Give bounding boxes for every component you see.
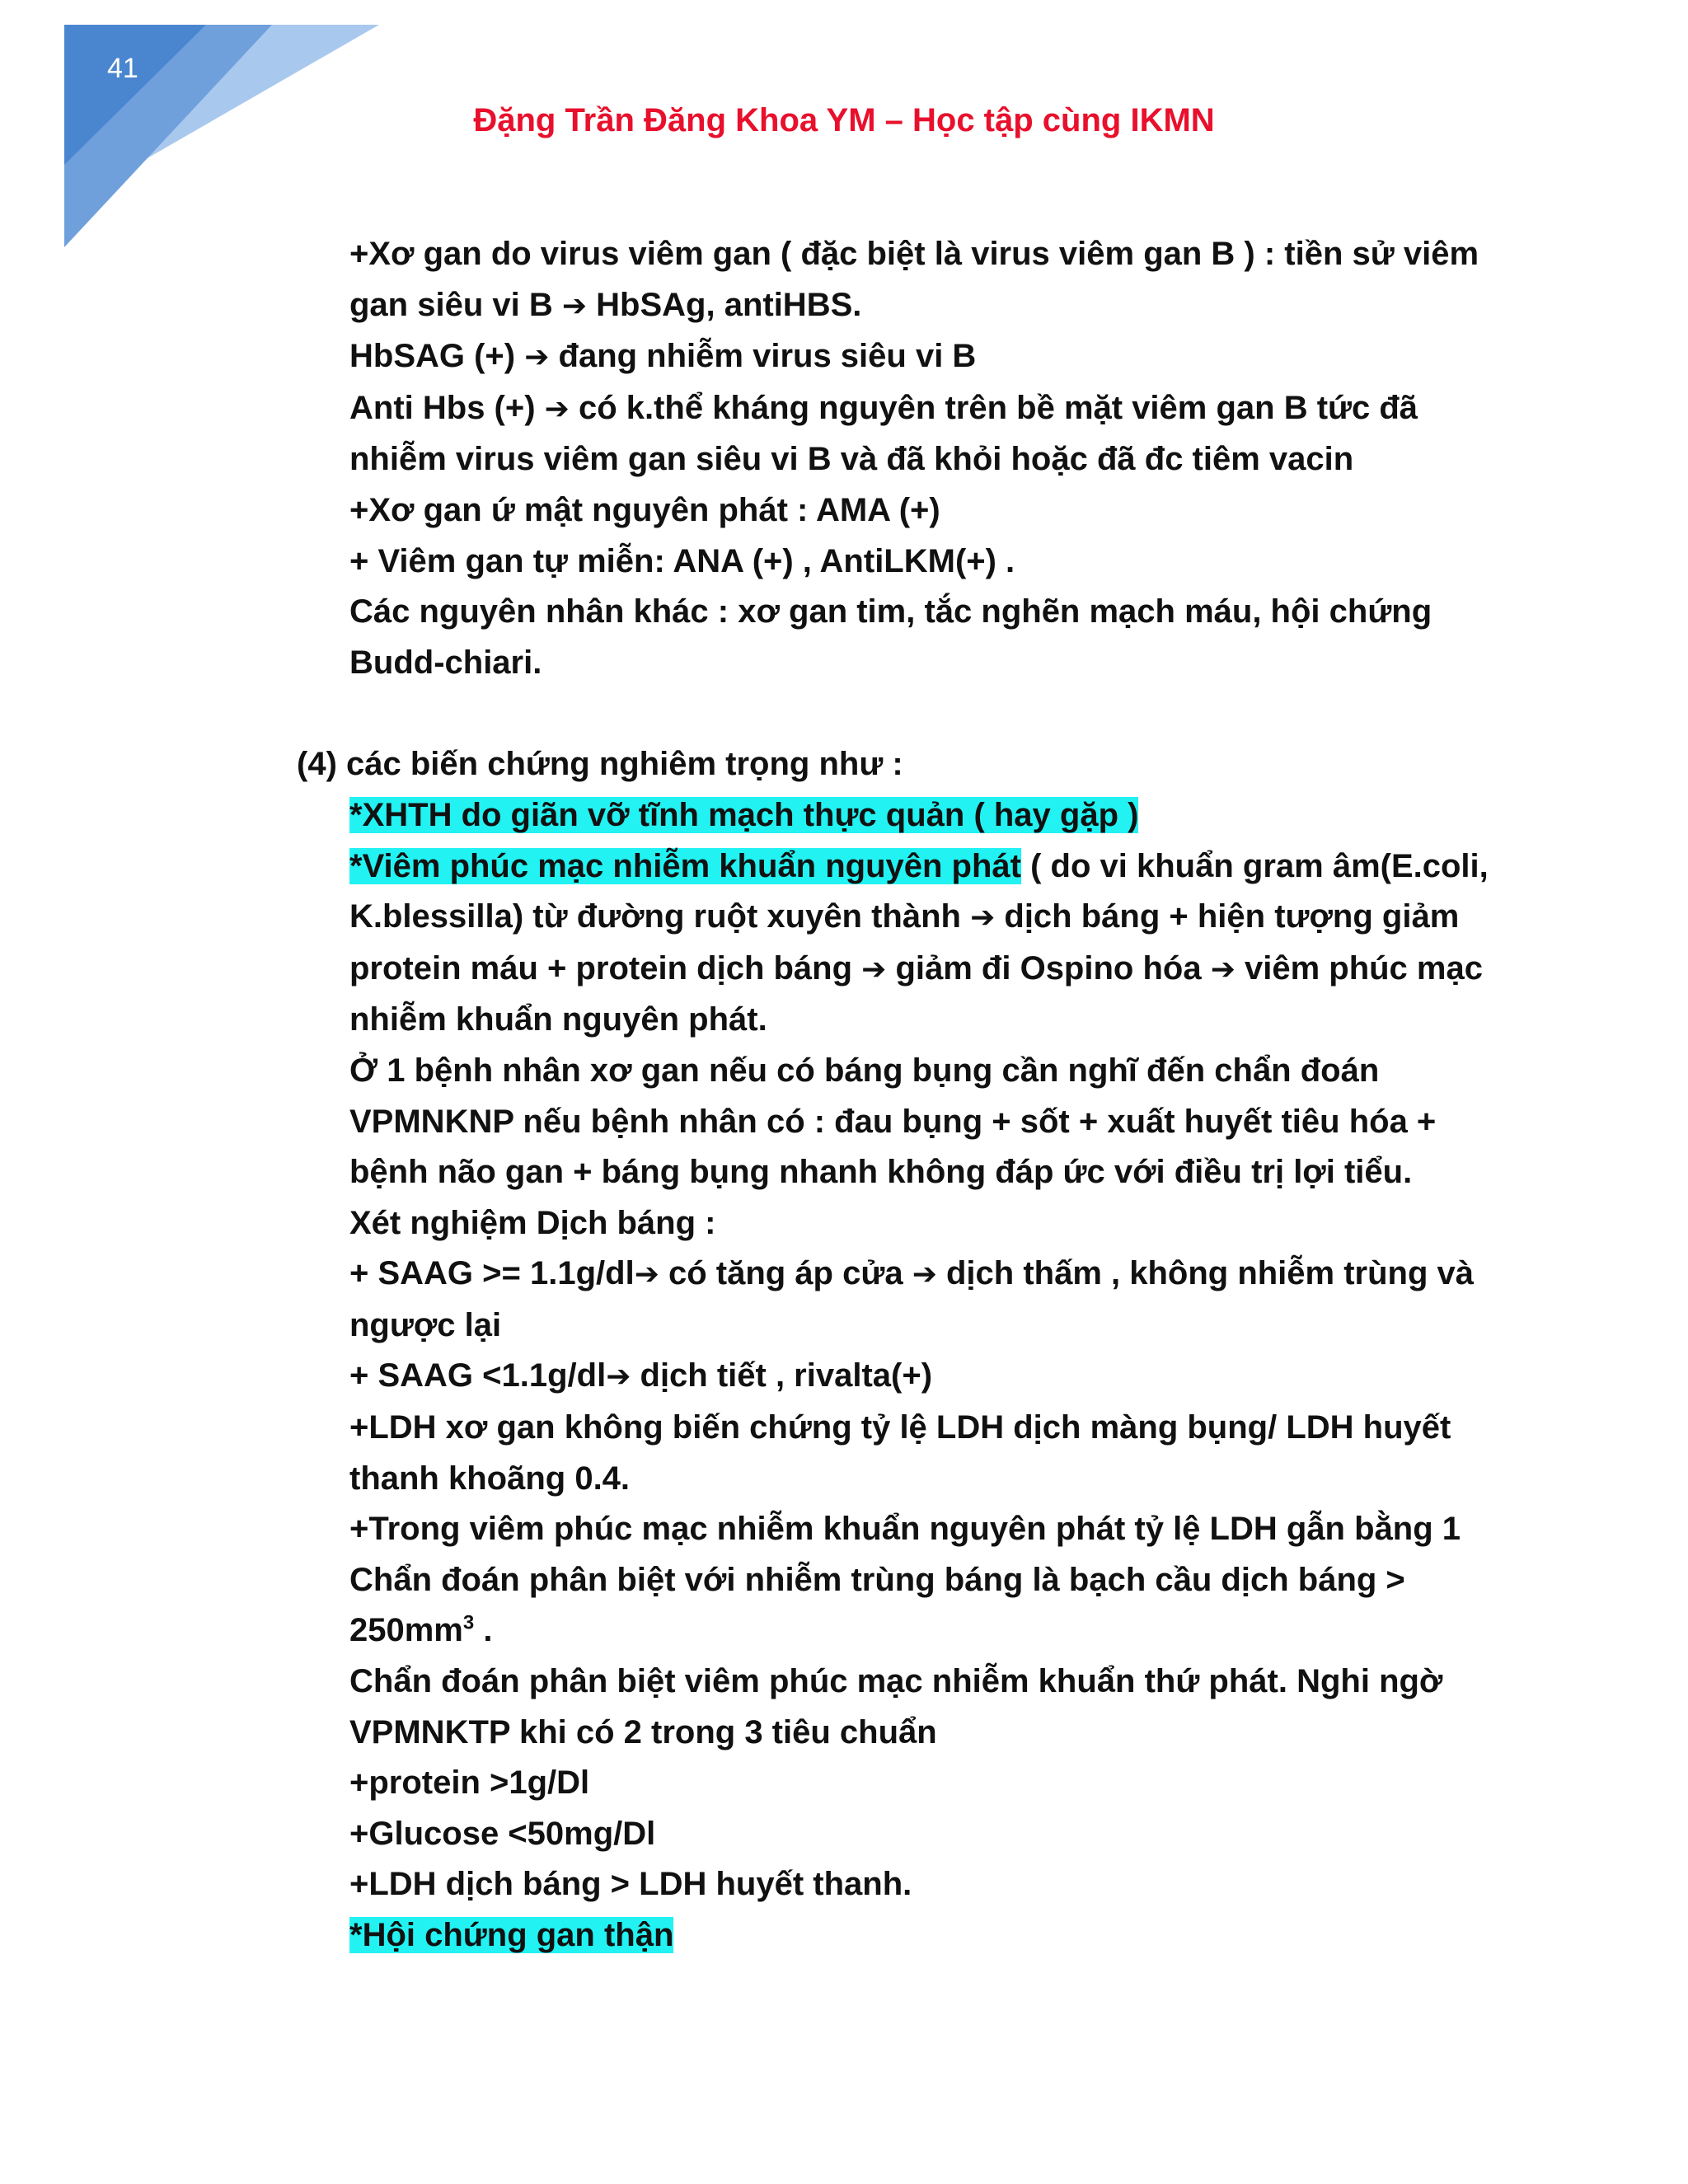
arrow-right-icon: ➔ xyxy=(861,952,887,987)
highlight-sbp: *Viêm phúc mạc nhiễm khuẩn nguyên phát xyxy=(349,847,1021,884)
highlight-varices: *XHTH do giãn vỡ tĩnh mạch thực quản ( hay gặp ) xyxy=(349,796,1139,833)
paragraph-autoimmune: + Viêm gan tự miễn: ANA (+) , AntiLKM(+) . xyxy=(349,542,1015,579)
paragraph-ldh-sbp: +Trong viêm phúc mạc nhiễm khuẩn nguyên phát tỷ lệ LDH gẫn bằng 1 xyxy=(349,1511,1461,1548)
paragraph-saag-high: + SAAG >= 1.1g/dl➔ có tăng áp cửa ➔ dịch thấm , không nhiễm trùng và ngược lại xyxy=(349,1255,1475,1343)
paragraph-secondary-peritonitis: Chẩn đoán phân biệt viêm phúc mạc nhiễm khuẩn thứ phát. Nghi ngờ VPMNKTP khi có 2 trong 3 tiêu chuẩn xyxy=(349,1663,1443,1750)
section-heading-complications: (4) các biến chứng nghiêm trọng như : xyxy=(297,746,903,783)
arrow-right-icon: ➔ xyxy=(544,391,570,426)
highlight-hepatorenal: *Hội chứng gan thận xyxy=(349,1917,674,1953)
arrow-right-icon: ➔ xyxy=(606,1360,631,1394)
criterion-ldh: +LDH dịch báng > LDH huyết thanh. xyxy=(349,1866,912,1903)
paragraph-other-causes: Các nguyên nhân khác : xơ gan tim, tắc nghẽn mạch máu, hội chứng Budd-chiari. xyxy=(349,593,1432,681)
document-body xyxy=(297,229,1517,1961)
arrow-right-icon: ➔ xyxy=(524,340,550,375)
paragraph-saag-low: + SAAG <1.1g/dl➔ dịch tiết , rivalta(+) xyxy=(349,1357,933,1394)
page-number: 41 xyxy=(107,53,138,84)
header-title: Đặng Trần Đăng Khoa YM – Học tập cùng IKMN xyxy=(473,102,1215,138)
arrow-right-icon: ➔ xyxy=(1210,952,1236,987)
paragraph-differential: Chẩn đoán phân biệt với nhiễm trùng báng là bạch cầu dịch báng > $250mm^3$ . xyxy=(349,1561,1405,1649)
arrow-right-icon: ➔ xyxy=(912,1258,937,1292)
arrow-right-icon: ➔ xyxy=(970,901,996,935)
paragraph-viral-cirrhosis: +Xơ gan do virus viêm gan ( đặc biệt là virus viêm gan B ) : tiền sử viêm gan siêu vi B ➔ HbSAg, antiHBS. xyxy=(349,236,1479,323)
paragraph-diagnosis: Ở 1 bệnh nhân xơ gan nếu có báng bụng cần nghĩ đến chẩn đoán VPMNKNP nếu bệnh nhân có : đau bụng + sốt + xuất huyết tiêu hóa + bệnh não gan + báng bụng nhanh không đáp ức với điều trị lợi tiểu. xyxy=(349,1052,1437,1191)
paragraph-ascites-test: Xét nghiệm Dịch báng : xyxy=(349,1204,716,1241)
paragraph-biliary-cirrhosis: +Xơ gan ứ mật nguyên phát : AMA (+) xyxy=(349,491,940,528)
paragraph-antihbs: Anti Hbs (+) ➔ có k.thể kháng nguyên trên bề mặt viêm gan B tức đã nhiễm virus viêm gan siêu vi B và đã khỏi hoặc đã đc tiêm vacin xyxy=(349,389,1418,478)
paragraph-ldh-ratio: +LDH xơ gan không biến chứng tỷ lệ LDH dịch màng bụng/ LDH huyết thanh khoãng 0.4. xyxy=(349,1409,1451,1497)
criterion-protein: +protein >1g/Dl xyxy=(349,1765,590,1802)
criterion-glucose: +Glucose <50mg/Dl xyxy=(349,1815,656,1852)
arrow-right-icon: ➔ xyxy=(561,288,588,323)
paragraph-sbp: *Viêm phúc mạc nhiễm khuẩn nguyên phát ( do vi khuẩn gram âm(E.coli, K.blessilla) từ đường ruột xuyên thành ➔ dịch báng + hiện tượng giảm protein máu + protein dịch báng ➔ giảm đi Ospino hóa ➔ viêm phúc mạc nhiễm khuẩn nguyên phát. xyxy=(349,847,1489,1038)
arrow-right-icon: ➔ xyxy=(634,1258,659,1292)
paragraph-hbsag: HbSAG (+) ➔ đang nhiễm virus siêu vi B xyxy=(349,338,977,375)
